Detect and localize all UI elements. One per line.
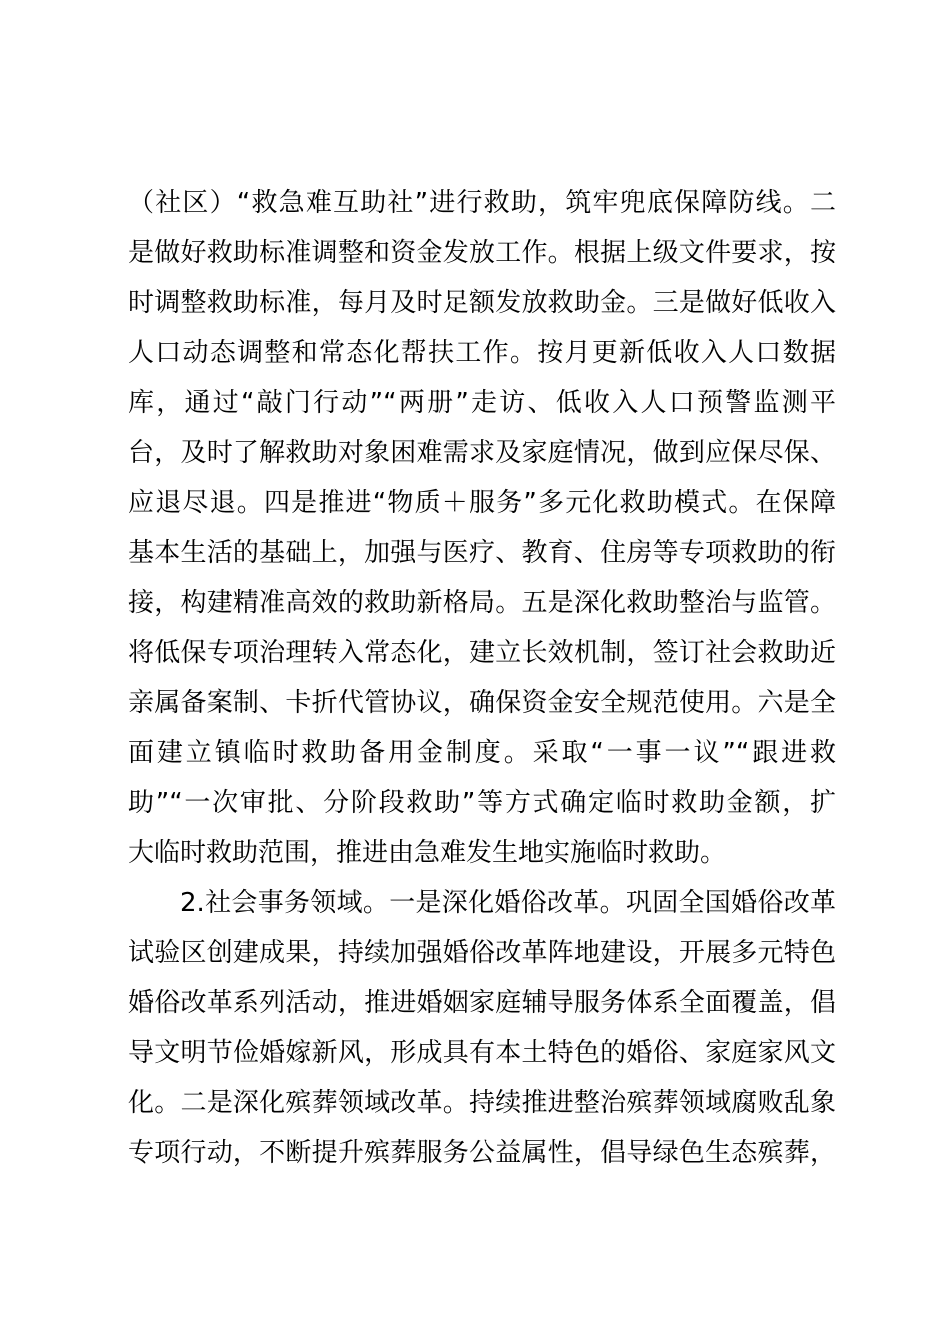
text-line: 面建立镇临时救助备用金制度。采取“一事一议”“跟进救 xyxy=(128,738,836,768)
text-line: 亲属备案制、卡折代管协议，确保资金安全规范使用。六是全 xyxy=(128,688,836,718)
paragraph-social-assistance xyxy=(128,178,836,878)
text-line: 人口动态调整和常态化帮扶工作。按月更新低收入人口数据 xyxy=(128,338,836,368)
text-line: 时调整救助标准，每月及时足额发放救助金。三是做好低收入 xyxy=(128,288,836,318)
text-line: 2.社会事务领域。一是深化婚俗改革。巩固全国婚俗改革 xyxy=(180,888,836,918)
text-line: 导文明节俭婚嫁新风，形成具有本土特色的婚俗、家庭家风文 xyxy=(128,1038,836,1068)
text-line: 基本生活的基础上，加强与医疗、教育、住房等专项救助的衔 xyxy=(128,538,836,568)
text-line: 接，构建精准高效的救助新格局。五是深化救助整治与监管。 xyxy=(128,588,836,618)
text-line: （社区）“救急难互助社”进行救助，筑牢兜底保障防线。二 xyxy=(128,188,836,218)
text-line: 大临时救助范围，推进由急难发生地实施临时救助。 xyxy=(128,838,727,868)
text-line: 将低保专项治理转入常态化，建立长效机制，签订社会救助近 xyxy=(128,638,836,668)
document-body xyxy=(128,178,836,1178)
text-line: 是做好救助标准调整和资金发放工作。根据上级文件要求，按 xyxy=(128,238,836,268)
text-line: 化。二是深化殡葬领域改革。持续推进整治殡葬领域腐败乱象 xyxy=(128,1088,836,1118)
text-line: 助”“一次审批、分阶段救助”等方式确定临时救助金额，扩 xyxy=(128,788,836,818)
text-line: 婚俗改革系列活动，推进婚姻家庭辅导服务体系全面覆盖，倡 xyxy=(128,988,836,1018)
text-line: 台，及时了解救助对象困难需求及家庭情况，做到应保尽保、 xyxy=(128,438,836,468)
text-line: 专项行动，不断提升殡葬服务公益属性，倡导绿色生态殡葬， xyxy=(128,1138,836,1168)
paragraph-social-affairs xyxy=(128,878,836,1178)
text-line: 试验区创建成果，持续加强婚俗改革阵地建设，开展多元特色 xyxy=(128,938,836,968)
text-line: 库，通过“敲门行动”“两册”走访、低收入人口预警监测平 xyxy=(128,388,836,418)
text-line: 应退尽退。四是推进“物质＋服务”多元化救助模式。在保障 xyxy=(128,488,836,518)
